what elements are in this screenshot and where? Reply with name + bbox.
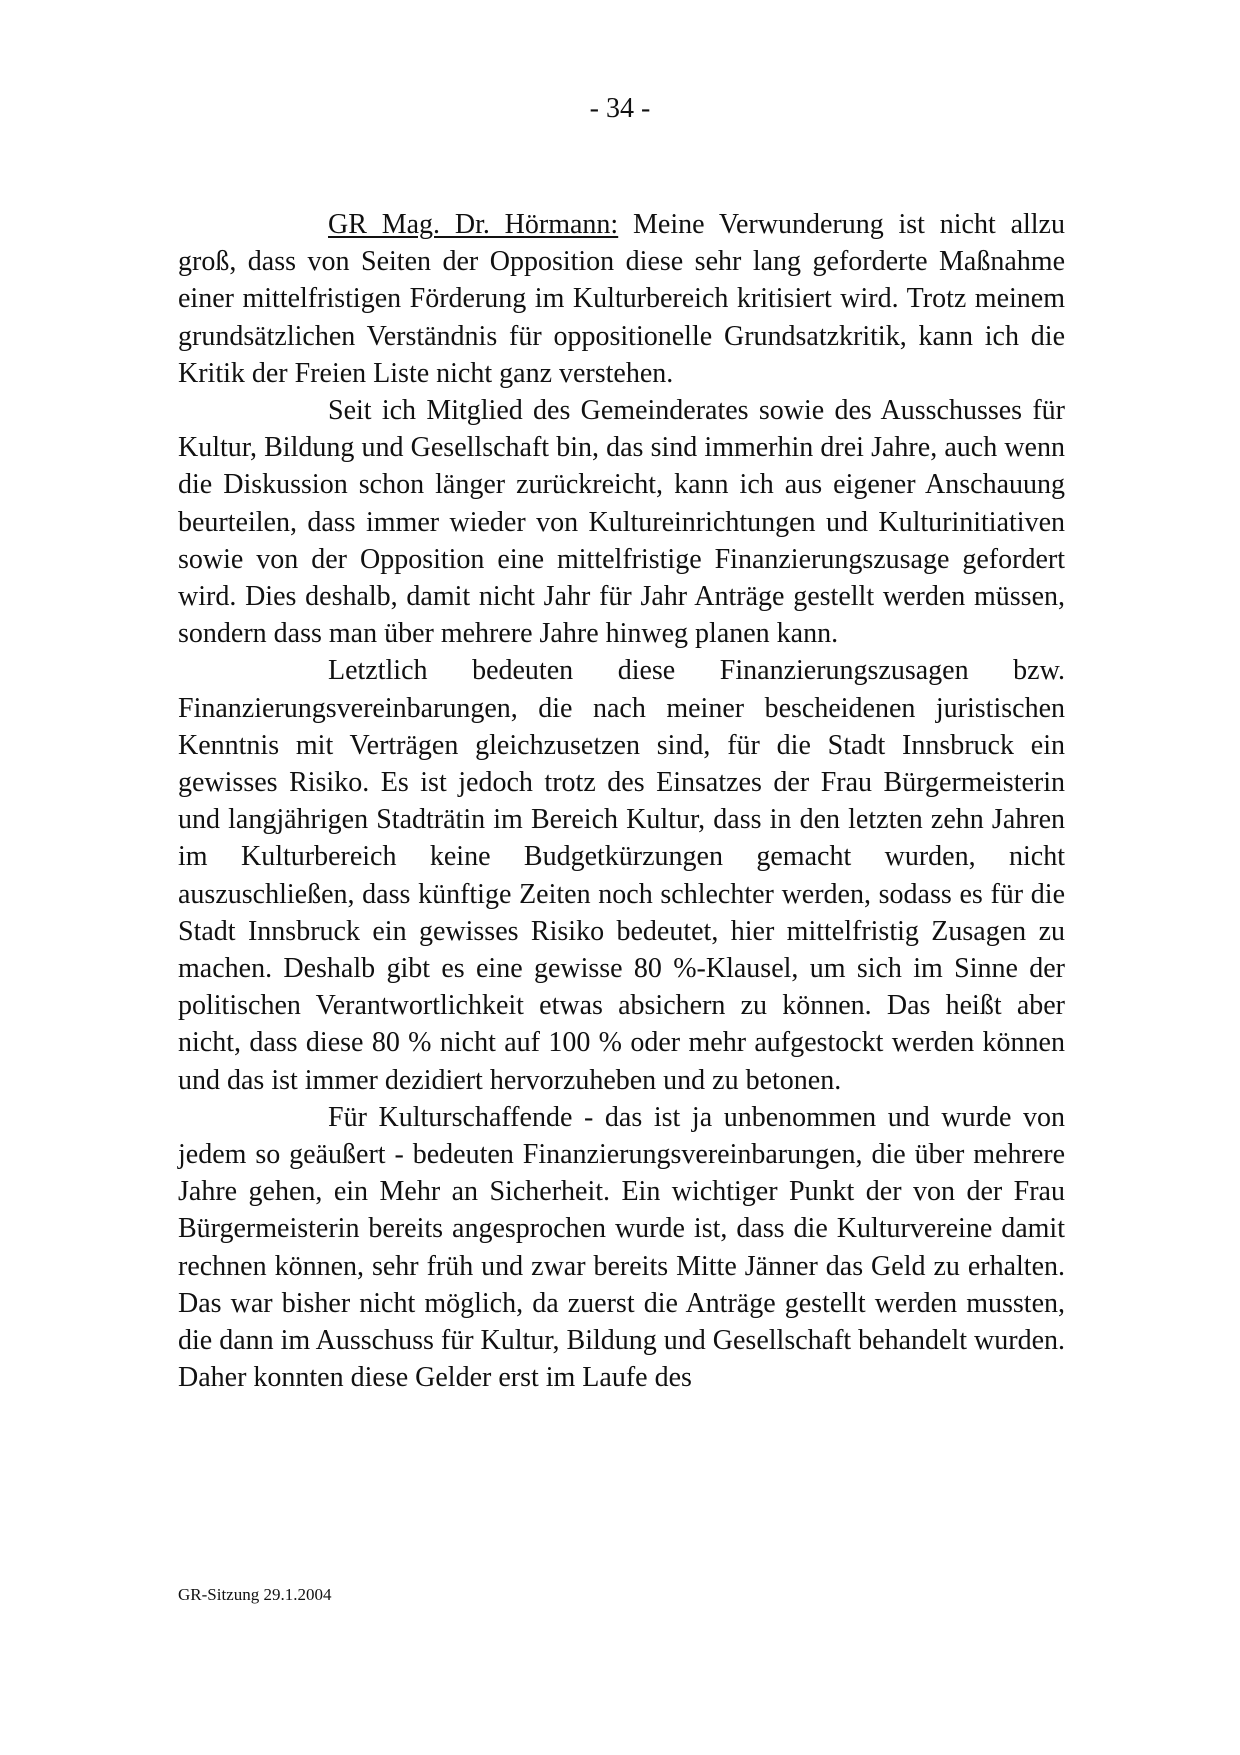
document-body xyxy=(178,206,1065,1397)
footer-session-date: GR-Sitzung 29.1.2004 xyxy=(178,1585,332,1604)
paragraph-1 xyxy=(178,206,1065,392)
paragraph-2: Seit ich Mitglied des Gemeinderates sowie des Ausschusses für Kultur, Bildung und Gesellschaft bin, das sind immerhin drei Jahre, auch wenn die Diskussion schon länger zurückreicht, kann ich aus eigener Anschauung beurteilen, dass immer wieder von Kultureinrichtungen und Kulturinitiativen sowie von der Opposition eine mittelfristige Finanzierungszusage gefordert wird. Dies deshalb, damit nicht Jahr für Jahr Anträge gestellt werden müssen, sondern dass man über mehrere Jahre hinweg planen kann. xyxy=(178,395,1065,650)
paragraph-1-text: Meine Verwunderung ist nicht allzu groß, dass von Seiten der Opposition diese sehr lang geforderte Maßnahme einer mittelfristigen Förderung im Kulturbereich kritisiert wird. Trotz meinem grundsätzlichen Verständnis für oppositionelle Grundsatzkritik, kann ich die Kritik der Freien Liste nicht ganz verstehen. xyxy=(178,209,1065,389)
paragraph-3: Letztlich bedeuten diese Finanzierungszusagen bzw. Finanzierungsvereinbarungen, die nach meiner bescheidenen juristischen Kenntnis mit Verträgen gleichzusetzen sind, für die Stadt Innsbruck ein gewisses Risiko. Es ist jedoch trotz des Einsatzes der Frau Bürgermeisterin und langjährigen Stadträtin im Bereich Kultur, dass in den letzten zehn Jahren im Kulturbereich keine Budgetkürzungen gemacht wurden, nicht auszuschließen, dass künftige Zeiten noch schlechter werden, sodass es für die Stadt Innsbruck ein gewisses Risiko bedeutet, hier mittelfristig Zusagen zu machen. Deshalb gibt es eine gewisse 80 %-Klausel, um sich im Sinne der politischen Verantwortlichkeit etwas absichern zu können. Das heißt aber nicht, dass diese 80 % nicht auf 100 % oder mehr aufgestockt werden können und das ist immer dezidiert hervorzuheben und zu betonen. xyxy=(178,655,1065,1096)
paragraph-4: Für Kulturschaffende - das ist ja unbenommen und wurde von jedem so geäußert - bedeuten Finanzierungsvereinbarungen, die über mehrere Jahre gehen, ein Mehr an Sicherheit. Ein wichtiger Punkt der von der Frau Bürgermeisterin bereits angesprochen wurde ist, dass die Kulturvereine damit rechnen können, sehr früh und zwar bereits Mitte Jänner das Geld zu erhalten. Das war bisher nicht möglich, da zuerst die Anträge gestellt werden mussten, die dann im Ausschuss für Kultur, Bildung und Gesellschaft behandelt wurden. Daher konnten diese Gelder erst im Laufe des xyxy=(178,1101,1065,1394)
speaker-name: GR Mag. Dr. Hörmann: xyxy=(328,209,619,240)
page-number: - 34 - xyxy=(589,93,651,124)
